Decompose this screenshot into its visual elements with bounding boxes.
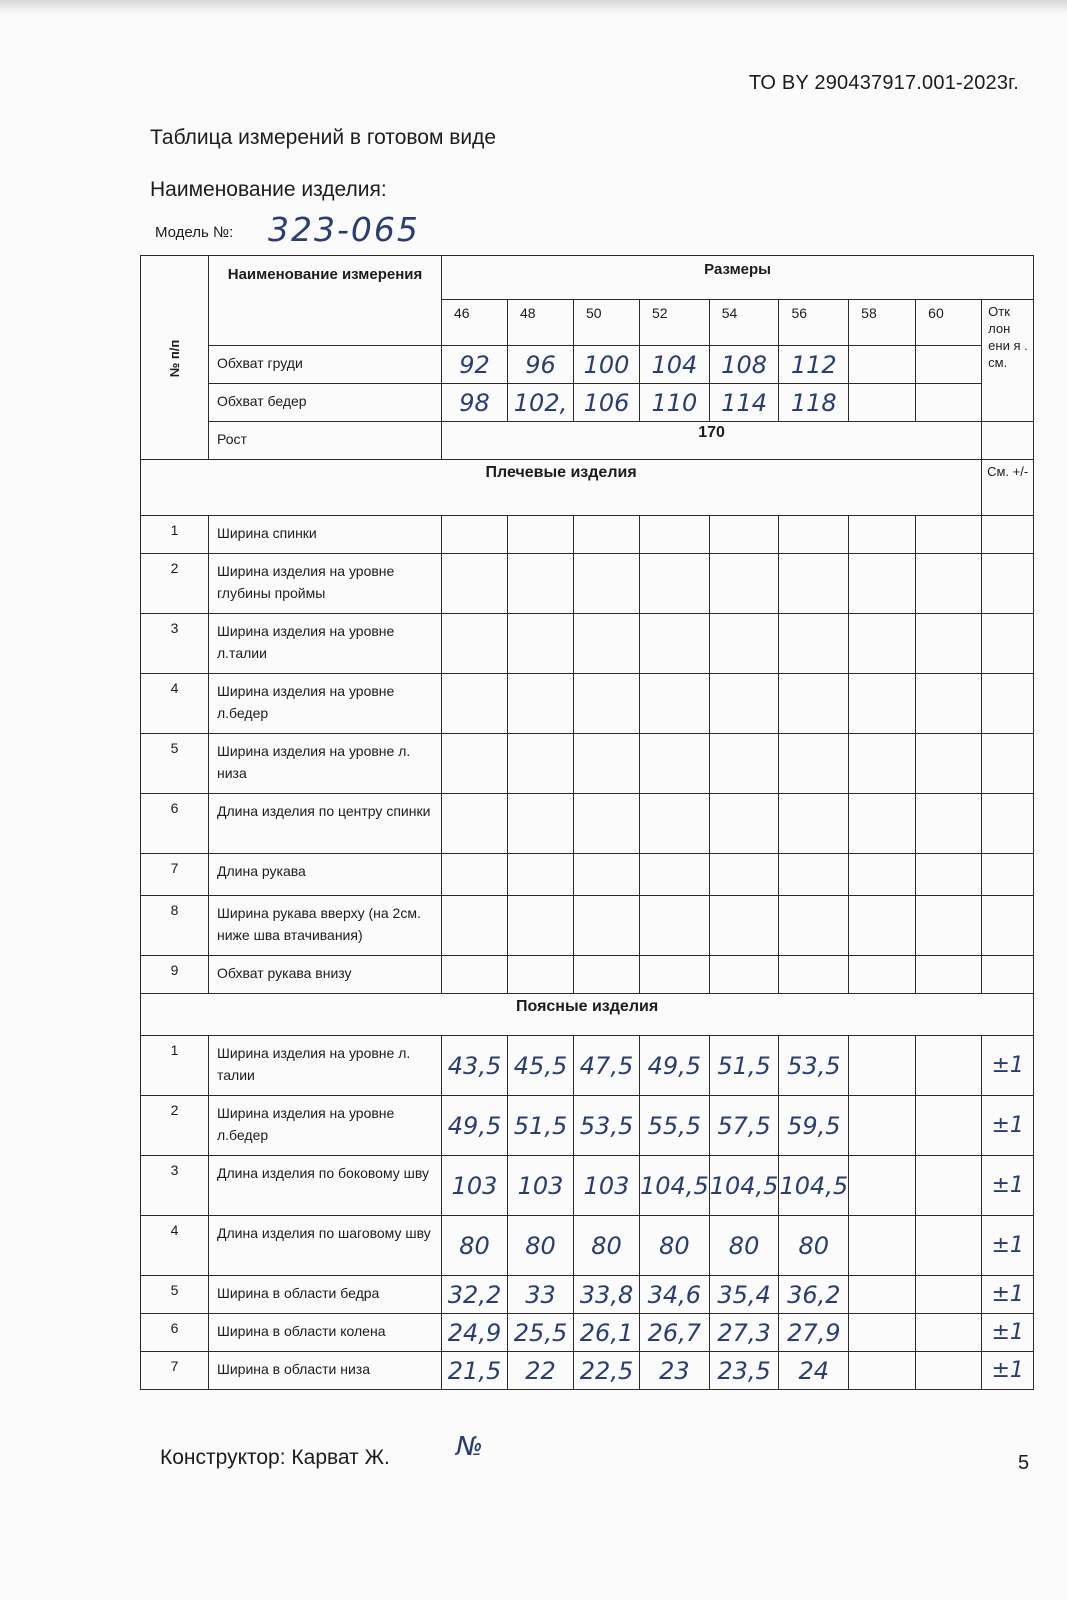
product-name-label: Наименование изделия: bbox=[150, 178, 387, 201]
value-cell bbox=[916, 854, 982, 896]
handwritten-value: 53,5 bbox=[574, 1096, 640, 1156]
handwritten-value bbox=[849, 1352, 916, 1390]
handwritten-value bbox=[849, 1276, 916, 1314]
handwritten-value: 80 bbox=[508, 1216, 574, 1276]
handwritten-value: 43,5 bbox=[442, 1036, 508, 1096]
value-cell bbox=[779, 896, 849, 956]
basis-row-label: Обхват бедер bbox=[209, 384, 442, 422]
handwritten-value: 33,8 bbox=[574, 1276, 640, 1314]
value-cell bbox=[508, 674, 574, 734]
np-header: № п/п bbox=[141, 256, 209, 460]
handwritten-value bbox=[916, 1036, 982, 1096]
value-cell bbox=[640, 956, 710, 994]
handwritten-value: 45,5 bbox=[508, 1036, 574, 1096]
handwritten-value: 26,7 bbox=[640, 1314, 710, 1352]
signature: № bbox=[456, 1432, 484, 1462]
deviation-header: Отк лон ени я . см. bbox=[982, 300, 1034, 422]
row-number: 1 bbox=[141, 1036, 209, 1096]
row-measurement-name: Ширина рукава вверху (на 2см. ниже шва втачивания) bbox=[209, 896, 442, 956]
tolerance-value: ±1 bbox=[982, 1156, 1034, 1216]
row-number: 3 bbox=[141, 1156, 209, 1216]
value-cell bbox=[849, 896, 916, 956]
value-cell bbox=[442, 516, 508, 554]
size-header: 60 bbox=[916, 300, 982, 346]
value-cell bbox=[849, 614, 916, 674]
value-cell bbox=[779, 854, 849, 896]
empty-cell bbox=[982, 422, 1034, 460]
value-cell bbox=[574, 956, 640, 994]
row-number: 8 bbox=[141, 896, 209, 956]
row-number: 7 bbox=[141, 854, 209, 896]
value-cell bbox=[640, 674, 710, 734]
row-measurement-name: Ширина спинки bbox=[209, 516, 442, 554]
height-value: 170 bbox=[442, 422, 982, 460]
handwritten-value: 36,2 bbox=[779, 1276, 849, 1314]
handwritten-value: 22,5 bbox=[574, 1352, 640, 1390]
handwritten-value: 59,5 bbox=[779, 1096, 849, 1156]
value-cell bbox=[442, 554, 508, 614]
handwritten-value bbox=[916, 1352, 982, 1390]
row-measurement-name: Ширина изделия на уровне л.бедер bbox=[209, 1096, 442, 1156]
value-cell bbox=[574, 896, 640, 956]
handwritten-value bbox=[916, 1216, 982, 1276]
handwritten-value bbox=[849, 1096, 916, 1156]
handwritten-value: 57,5 bbox=[709, 1096, 779, 1156]
row-number: 3 bbox=[141, 614, 209, 674]
handwritten-value: 49,5 bbox=[640, 1036, 710, 1096]
table-row bbox=[141, 1314, 1034, 1352]
value-cell bbox=[574, 516, 640, 554]
row-number: 6 bbox=[141, 794, 209, 854]
value-cell bbox=[574, 554, 640, 614]
value-cell bbox=[849, 674, 916, 734]
row-number: 4 bbox=[141, 674, 209, 734]
row-number: 7 bbox=[141, 1352, 209, 1390]
handwritten-value: 27,3 bbox=[709, 1314, 779, 1352]
handwritten-value: 51,5 bbox=[508, 1096, 574, 1156]
value-cell bbox=[574, 674, 640, 734]
sm-header: См. +/- bbox=[982, 460, 1034, 516]
table-row bbox=[141, 734, 1034, 794]
size-header: 54 bbox=[709, 300, 779, 346]
table-row bbox=[141, 1096, 1034, 1156]
handwritten-value: 80 bbox=[442, 1216, 508, 1276]
row-measurement-name: Ширина изделия на уровне л.талии bbox=[209, 614, 442, 674]
value-cell bbox=[709, 516, 779, 554]
value-cell bbox=[779, 956, 849, 994]
value-cell bbox=[709, 674, 779, 734]
row-measurement-name: Ширина в области колена bbox=[209, 1314, 442, 1352]
handwritten-value: 22 bbox=[508, 1352, 574, 1390]
handwritten-value: 55,5 bbox=[640, 1096, 710, 1156]
handwritten-value: 34,6 bbox=[640, 1276, 710, 1314]
page-title: Таблица измерений в готовом виде bbox=[150, 126, 497, 149]
row-measurement-name: Длина рукава bbox=[209, 854, 442, 896]
handwritten-value: 24 bbox=[779, 1352, 849, 1390]
basis-value bbox=[916, 346, 982, 384]
value-cell bbox=[982, 554, 1034, 614]
value-cell bbox=[640, 734, 710, 794]
handwritten-value: 24,9 bbox=[442, 1314, 508, 1352]
value-cell bbox=[709, 734, 779, 794]
value-cell bbox=[916, 896, 982, 956]
handwritten-value bbox=[916, 1314, 982, 1352]
value-cell bbox=[640, 614, 710, 674]
handwritten-value bbox=[916, 1096, 982, 1156]
handwritten-value: 33 bbox=[508, 1276, 574, 1314]
value-cell bbox=[779, 734, 849, 794]
table-row bbox=[141, 1216, 1034, 1276]
section-row bbox=[141, 994, 1034, 1036]
value-cell bbox=[442, 734, 508, 794]
basis-row-label: Обхват груди bbox=[209, 346, 442, 384]
size-header: 56 bbox=[779, 300, 849, 346]
value-cell bbox=[709, 614, 779, 674]
value-cell bbox=[709, 794, 779, 854]
table-row bbox=[141, 1352, 1034, 1390]
handwritten-value: 23,5 bbox=[709, 1352, 779, 1390]
handwritten-value: 104,5 bbox=[640, 1156, 710, 1216]
tolerance-value: ±1 bbox=[982, 1036, 1034, 1096]
value-cell bbox=[442, 614, 508, 674]
value-cell bbox=[849, 554, 916, 614]
basis-value: 118 bbox=[779, 384, 849, 422]
value-cell bbox=[508, 854, 574, 896]
handwritten-value: 80 bbox=[574, 1216, 640, 1276]
table-row bbox=[141, 1036, 1034, 1096]
handwritten-value: 51,5 bbox=[709, 1036, 779, 1096]
value-cell bbox=[442, 854, 508, 896]
value-cell bbox=[508, 896, 574, 956]
value-cell bbox=[640, 854, 710, 896]
handwritten-value: 80 bbox=[709, 1216, 779, 1276]
handwritten-value: 80 bbox=[640, 1216, 710, 1276]
basis-value: 92 bbox=[442, 346, 508, 384]
size-header: 46 bbox=[442, 300, 508, 346]
value-cell bbox=[916, 734, 982, 794]
value-cell bbox=[779, 794, 849, 854]
value-cell bbox=[574, 614, 640, 674]
value-cell bbox=[508, 516, 574, 554]
handwritten-value: 35,4 bbox=[709, 1276, 779, 1314]
tolerance-value: ±1 bbox=[982, 1352, 1034, 1390]
row-measurement-name: Ширина изделия на уровне л. низа bbox=[209, 734, 442, 794]
value-cell bbox=[640, 516, 710, 554]
scan-edge bbox=[0, 0, 1067, 14]
basis-value: 102, bbox=[508, 384, 574, 422]
table-row bbox=[141, 554, 1034, 614]
handwritten-value bbox=[916, 1276, 982, 1314]
value-cell bbox=[916, 794, 982, 854]
measurements-table-wrapper bbox=[140, 255, 1034, 1390]
value-cell bbox=[916, 614, 982, 674]
shoulder-section-header: Плечевые изделия bbox=[141, 460, 982, 516]
row-measurement-name: Ширина в области бедра bbox=[209, 1276, 442, 1314]
table-row bbox=[141, 956, 1034, 994]
value-cell bbox=[916, 956, 982, 994]
value-cell bbox=[442, 956, 508, 994]
value-cell bbox=[508, 734, 574, 794]
value-cell bbox=[982, 794, 1034, 854]
tolerance-value: ±1 bbox=[982, 1276, 1034, 1314]
row-measurement-name: Ширина изделия на уровне л.бедер bbox=[209, 674, 442, 734]
table-row bbox=[141, 854, 1034, 896]
row-number: 5 bbox=[141, 734, 209, 794]
value-cell bbox=[982, 614, 1034, 674]
value-cell bbox=[442, 674, 508, 734]
handwritten-value: 104,5 bbox=[779, 1156, 849, 1216]
page-number: 5 bbox=[1018, 1452, 1030, 1474]
size-header: 58 bbox=[849, 300, 916, 346]
table-row bbox=[141, 896, 1034, 956]
value-cell bbox=[849, 734, 916, 794]
row-measurement-name: Ширина в области низа bbox=[209, 1352, 442, 1390]
row-measurement-name: Ширина изделия на уровне глубины проймы bbox=[209, 554, 442, 614]
table-row bbox=[141, 794, 1034, 854]
value-cell bbox=[982, 956, 1034, 994]
handwritten-value bbox=[849, 1216, 916, 1276]
value-cell bbox=[916, 554, 982, 614]
value-cell bbox=[508, 614, 574, 674]
handwritten-value: 103 bbox=[508, 1156, 574, 1216]
model-label: Модель №: bbox=[155, 224, 234, 241]
value-cell bbox=[709, 854, 779, 896]
basis-value: 98 bbox=[442, 384, 508, 422]
constructor-line: Конструктор: Карват Ж. bbox=[160, 1446, 390, 1469]
basis-value: 110 bbox=[640, 384, 710, 422]
row-measurement-name: Длина изделия по центру спинки bbox=[209, 794, 442, 854]
table-row bbox=[141, 516, 1034, 554]
size-header: 48 bbox=[508, 300, 574, 346]
row-measurement-name: Длина изделия по шаговому шву bbox=[209, 1216, 442, 1276]
handwritten-value: 27,9 bbox=[779, 1314, 849, 1352]
row-number: 6 bbox=[141, 1314, 209, 1352]
size-header: 52 bbox=[640, 300, 710, 346]
value-cell bbox=[709, 956, 779, 994]
table-row bbox=[141, 674, 1034, 734]
handwritten-value: 80 bbox=[779, 1216, 849, 1276]
value-cell bbox=[709, 896, 779, 956]
value-cell bbox=[508, 794, 574, 854]
basis-value: 112 bbox=[779, 346, 849, 384]
handwritten-value bbox=[849, 1314, 916, 1352]
value-cell bbox=[849, 854, 916, 896]
handwritten-value: 25,5 bbox=[508, 1314, 574, 1352]
value-cell bbox=[640, 794, 710, 854]
row-number: 4 bbox=[141, 1216, 209, 1276]
value-cell bbox=[982, 516, 1034, 554]
value-cell bbox=[574, 734, 640, 794]
value-cell bbox=[508, 956, 574, 994]
handwritten-value: 32,2 bbox=[442, 1276, 508, 1314]
row-number: 2 bbox=[141, 554, 209, 614]
row-measurement-name: Обхват рукава внизу bbox=[209, 956, 442, 994]
document-code: ТО BY 290437917.001-2023г. bbox=[748, 72, 1019, 94]
basis-value: 96 bbox=[508, 346, 574, 384]
basis-value bbox=[916, 384, 982, 422]
handwritten-value bbox=[849, 1036, 916, 1096]
handwritten-value: 21,5 bbox=[442, 1352, 508, 1390]
basis-value: 108 bbox=[709, 346, 779, 384]
value-cell bbox=[779, 674, 849, 734]
measurements-table bbox=[140, 255, 1034, 1390]
table-row bbox=[141, 1276, 1034, 1314]
value-cell bbox=[709, 554, 779, 614]
handwritten-value: 53,5 bbox=[779, 1036, 849, 1096]
handwritten-value: 47,5 bbox=[574, 1036, 640, 1096]
table-row bbox=[141, 1156, 1034, 1216]
value-cell bbox=[916, 516, 982, 554]
handwritten-value: 103 bbox=[574, 1156, 640, 1216]
value-cell bbox=[982, 674, 1034, 734]
value-cell bbox=[640, 554, 710, 614]
waist-section-header: Поясные изделия bbox=[141, 994, 1034, 1036]
tolerance-value: ±1 bbox=[982, 1096, 1034, 1156]
value-cell bbox=[574, 794, 640, 854]
handwritten-value: 104,5 bbox=[709, 1156, 779, 1216]
value-cell bbox=[779, 554, 849, 614]
measurement-name-header: Наименование измерения bbox=[209, 256, 442, 346]
row-number: 5 bbox=[141, 1276, 209, 1314]
value-cell bbox=[574, 854, 640, 896]
value-cell bbox=[779, 614, 849, 674]
row-number: 9 bbox=[141, 956, 209, 994]
tolerance-value: ±1 bbox=[982, 1314, 1034, 1352]
table-row bbox=[141, 614, 1034, 674]
value-cell bbox=[508, 554, 574, 614]
sizes-header: Размеры bbox=[442, 256, 1034, 300]
basis-value bbox=[849, 346, 916, 384]
handwritten-value: 103 bbox=[442, 1156, 508, 1216]
value-cell bbox=[849, 956, 916, 994]
row-measurement-name: Длина изделия по боковому шву bbox=[209, 1156, 442, 1216]
tolerance-value: ±1 bbox=[982, 1216, 1034, 1276]
size-header: 50 bbox=[574, 300, 640, 346]
height-label: Рост bbox=[209, 422, 442, 460]
basis-value: 114 bbox=[709, 384, 779, 422]
value-cell bbox=[982, 896, 1034, 956]
handwritten-value bbox=[916, 1156, 982, 1216]
value-cell bbox=[849, 794, 916, 854]
value-cell bbox=[779, 516, 849, 554]
handwritten-value: 23 bbox=[640, 1352, 710, 1390]
handwritten-value bbox=[849, 1156, 916, 1216]
value-cell bbox=[916, 674, 982, 734]
row-number: 2 bbox=[141, 1096, 209, 1156]
basis-value: 104 bbox=[640, 346, 710, 384]
value-cell bbox=[442, 794, 508, 854]
value-cell bbox=[640, 896, 710, 956]
basis-value: 100 bbox=[574, 346, 640, 384]
handwritten-value: 26,1 bbox=[574, 1314, 640, 1352]
value-cell bbox=[442, 896, 508, 956]
row-number: 1 bbox=[141, 516, 209, 554]
model-number-handwritten: 323-065 bbox=[268, 210, 420, 249]
value-cell bbox=[982, 854, 1034, 896]
basis-value bbox=[849, 384, 916, 422]
value-cell bbox=[849, 516, 916, 554]
row-measurement-name: Ширина изделия на уровне л. талии bbox=[209, 1036, 442, 1096]
basis-value: 106 bbox=[574, 384, 640, 422]
value-cell bbox=[982, 734, 1034, 794]
handwritten-value: 49,5 bbox=[442, 1096, 508, 1156]
